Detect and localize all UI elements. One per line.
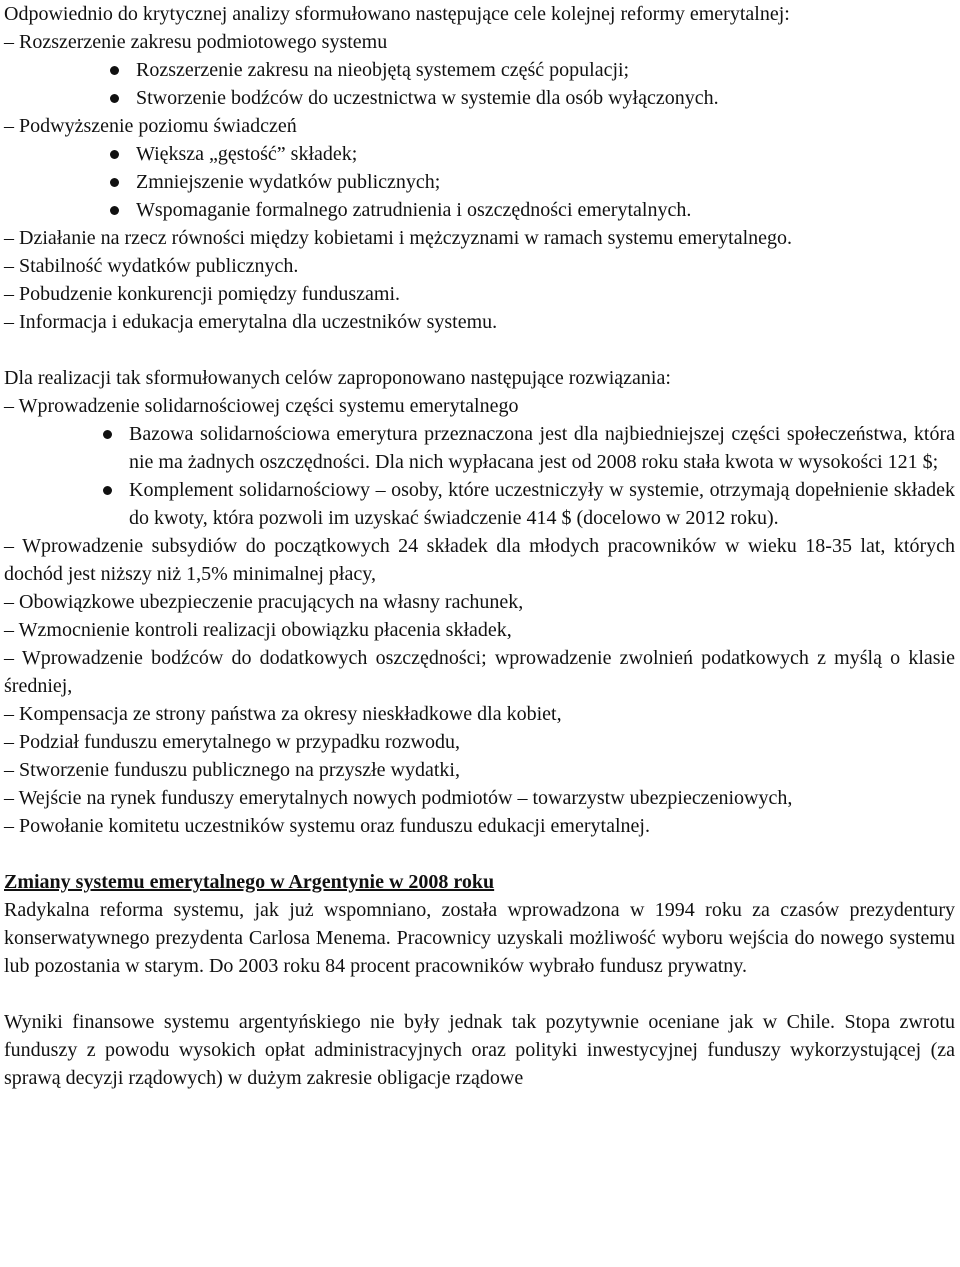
goal-equality: – Działanie na rzecz równości między kobietami i mężczyznami w ramach systemu emerytalnego. <box>4 227 793 249</box>
bullet-icon <box>110 66 119 75</box>
solution-public-fund: – Stworzenie funduszu publicznego na przyszłe wydatki, <box>4 759 460 781</box>
list-item: Rozszerzenie zakresu na nieobjętą systemem część populacji; <box>136 56 955 84</box>
spacer <box>4 336 955 364</box>
goal-competition: – Pobudzenie konkurencji pomiędzy funduszami. <box>4 283 401 305</box>
goals-intro: Odpowiednio do krytycznej analizy sformułowano następujące cele kolejnej reformy emerytalnej: <box>4 3 790 25</box>
list-item: Stworzenie bodźców do uczestnictwa w systemie dla osób wyłączonych. <box>136 84 955 112</box>
solution-committee: – Powołanie komitetu uczestników systemu oraz funduszu edukacji emerytalnej. <box>4 815 650 837</box>
solution-contribution-control: – Wzmocnienie kontroli realizacji obowiązku płacenia składek, <box>4 619 512 641</box>
bullet-icon <box>103 486 112 495</box>
paragraph-reform-history: Radykalna reforma systemu, jak już wspomniano, została wprowadzona w 1994 roku za czasów prezydentury konserwatywnego prezydenta Carlosa Menema. Pracownicy uzyskali możliwość wyboru wejścia do nowego systemu lub pozostania w starym. Do 2003 roku 84 procent pracowników wybrało fundusz prywatny. <box>4 899 955 977</box>
goal-extend-scope-bullets <box>4 56 955 112</box>
solutions-intro: Dla realizacji tak sformułowanych celów zaproponowano następujące rozwiązania: <box>4 367 671 389</box>
bullet-icon <box>103 430 112 439</box>
goal-extend-scope: – Rozszerzenie zakresu podmiotowego systemu <box>4 31 388 53</box>
solution-divorce-split: – Podział funduszu emerytalnego w przypadku rozwodu, <box>4 731 460 753</box>
list-item: Większa „gęstość” składek; <box>136 140 955 168</box>
spacer <box>4 840 955 868</box>
solution-savings-incentives: – Wprowadzenie bodźców do dodatkowych oszczędności; wprowadzenie zwolnień podatkowych z myślą o klasie średniej, <box>4 647 955 697</box>
solution-solidarity: – Wprowadzenie solidarnościowej części systemu emerytalnego <box>4 395 519 417</box>
bullet-icon <box>110 94 119 103</box>
spacer <box>4 980 955 1008</box>
solution-subsidies: – Wprowadzenie subsydiów do początkowych 24 składek dla młodych pracowników w wieku 18-35 lat, których dochód jest niższy niż 1,5% minimalnej płacy, <box>4 535 955 585</box>
list-item: Zmniejszenie wydatków publicznych; <box>136 168 955 196</box>
goal-raise-benefits-bullets <box>4 140 955 224</box>
list-item: Bazowa solidarnościowa emerytura przeznaczona jest dla najbiedniejszej części społeczeństwa, która nie ma żadnych oszczędności. Dla nich wypłacana jest od 2008 roku stała kwota w wysokości 121 $; <box>129 420 955 476</box>
bullet-icon <box>110 178 119 187</box>
goal-education: – Informacja i edukacja emerytalna dla uczestników systemu. <box>4 311 498 333</box>
solution-solidarity-bullets <box>4 420 955 532</box>
section-heading: Zmiany systemu emerytalnego w Argentynie w 2008 roku <box>4 871 495 893</box>
bullet-icon <box>110 206 119 215</box>
goal-stability: – Stabilność wydatków publicznych. <box>4 255 299 277</box>
paragraph-financial-results: Wyniki finansowe systemu argentyńskiego nie były jednak tak pozytywnie oceniane jak w Chile. Stopa zwrotu funduszy z powodu wysokich opłat administracyjnych oraz polityki inwestycyjnej funduszy wykorzystującej (za sprawą decyzji rządowych) w dużym zakresie obligacje rządowe <box>4 1011 955 1089</box>
solution-new-entrants: – Wejście na rynek funduszy emerytalnych nowych podmiotów – towarzystw ubezpieczeniowych, <box>4 787 793 809</box>
bullet-icon <box>110 150 119 159</box>
goal-raise-benefits: – Podwyższenie poziomu świadczeń <box>4 115 297 137</box>
list-item: Wspomaganie formalnego zatrudnienia i oszczędności emerytalnych. <box>136 196 955 224</box>
solution-self-employed: – Obowiązkowe ubezpieczenie pracujących na własny rachunek, <box>4 591 524 613</box>
list-item: Komplement solidarnościowy – osoby, które uczestniczyły w systemie, otrzymają dopełnienie składek do kwoty, która pozwoli im uzyskać świadczenie 414 $ (docelowo w 2012 roku). <box>129 476 955 532</box>
solution-women-compensation: – Kompensacja ze strony państwa za okresy nieskładkowe dla kobiet, <box>4 703 562 725</box>
